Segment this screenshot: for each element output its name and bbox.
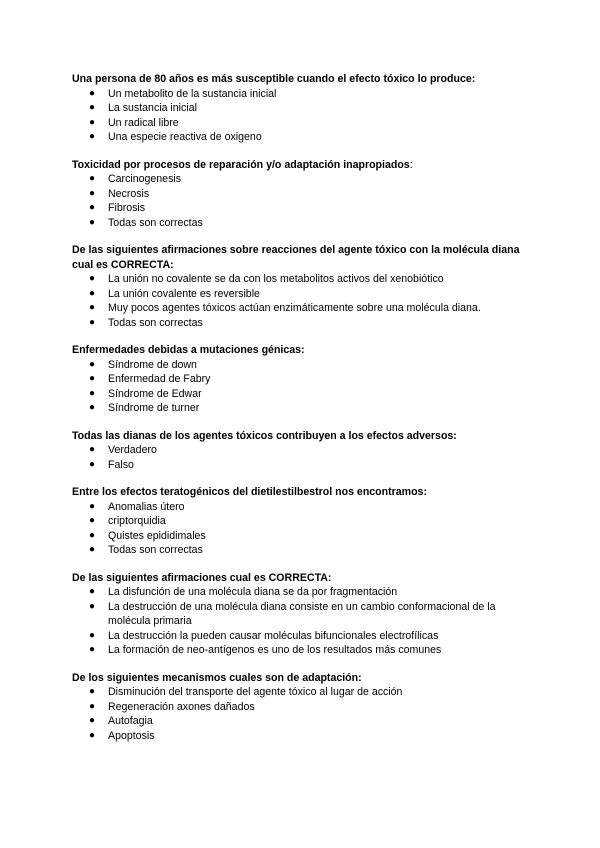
bullet-icon: ● <box>89 729 96 741</box>
option-list <box>72 685 532 743</box>
option-list <box>72 272 532 330</box>
list-item: ● Un metabolito de la sustancia inicial <box>89 87 277 100</box>
list-item: ● La destrucción la pueden causar moléculas bifuncionales electrofílicas <box>89 629 439 642</box>
list-item: ● Muy pocos agentes tóxicos actúan enzimáticamente sobre una molécula diana. <box>89 302 481 314</box>
bullet-icon: ● <box>89 629 96 641</box>
question-2 <box>72 158 532 231</box>
list-item: ● Necrosis <box>89 187 150 200</box>
question-title: Toxicidad por procesos de reparación y/o adaptación inapropiados: <box>72 158 413 171</box>
bullet-icon: ● <box>89 715 96 726</box>
question-title: Todas las dianas de los agentes tóxicos contribuyen a los efectos adversos: <box>72 429 457 442</box>
list-item: ● Anomalias útero <box>89 500 185 513</box>
bullet-icon: ● <box>89 458 96 470</box>
list-item: ● Regeneración axones dañados <box>89 700 255 713</box>
question-1 <box>72 72 532 145</box>
list-item: ● Fibrosis <box>89 202 146 214</box>
bullet-icon: ● <box>89 600 96 612</box>
option-list <box>72 172 532 230</box>
bullet-icon: ● <box>89 187 96 199</box>
bullet-icon: ● <box>89 287 96 299</box>
list-item: ● criptorquidia <box>89 515 166 527</box>
bullet-icon: ● <box>89 387 96 399</box>
bullet-icon: ● <box>89 102 96 113</box>
question-title: De las siguientes afirmaciones sobre reacciones del agente tóxico con la molécula diana cual es CORRECTA: <box>72 244 520 271</box>
question-title: Enfermedades debidas a mutaciones génicas: <box>72 344 305 356</box>
bullet-icon: ● <box>89 116 96 128</box>
bullet-icon: ● <box>89 173 96 184</box>
bullet-icon: ● <box>89 402 96 413</box>
question-6 <box>72 485 532 558</box>
list-item: ● Disminución del transporte del agente tóxico al lugar de acción <box>89 686 403 698</box>
option-list <box>72 500 532 558</box>
bullet-icon: ● <box>89 202 96 213</box>
question-title: Una persona de 80 años es más susceptible cuando el efecto tóxico lo produce: <box>72 73 476 85</box>
bullet-icon: ● <box>89 444 96 455</box>
bullet-icon: ● <box>89 544 96 555</box>
bullet-icon: ● <box>89 700 96 712</box>
bullet-icon: ● <box>89 644 96 655</box>
bullet-icon: ● <box>89 273 96 284</box>
list-item: ● La disfunción de una molécula diana se da por fragmentación <box>89 586 398 598</box>
list-item: ● Una especie reactiva de oxigeno <box>89 131 262 143</box>
bullet-icon: ● <box>89 500 96 512</box>
list-item: ● Apoptosis <box>89 729 155 742</box>
list-item: ● Quistes epididimales <box>89 529 206 542</box>
bullet-icon: ● <box>89 515 96 526</box>
bullet-icon: ● <box>89 373 96 384</box>
list-item: ● Autofagia <box>89 715 153 727</box>
option-list <box>72 443 532 472</box>
list-item: ● Un radical libre <box>89 116 179 129</box>
bullet-icon: ● <box>89 316 96 328</box>
list-item: ● La destrucción de una molécula diana consiste en un cambio conformacional de la molécula primaria <box>89 600 496 627</box>
question-5 <box>72 429 532 473</box>
list-item: ● Todas son correctas <box>89 544 203 556</box>
option-list <box>72 358 532 416</box>
question-title: Entre los efectos teratogénicos del dietilestilbestrol nos encontramos: <box>72 486 427 498</box>
bullet-icon: ● <box>89 358 96 370</box>
question-title: De los siguientes mecanismos cuales son de adaptación: <box>72 671 362 684</box>
list-item: ● Carcinogenesis <box>89 173 182 185</box>
question-8 <box>72 671 532 744</box>
list-item: ● La unión no covalente se da con los metabolitos activos del xenobiótico <box>89 273 444 285</box>
list-item: ● Falso <box>89 458 134 471</box>
question-3 <box>72 243 532 330</box>
bullet-icon: ● <box>89 586 96 597</box>
list-item: ● Todas son correctas <box>89 216 203 229</box>
list-item: ● Síndrome de Edwar <box>89 387 202 400</box>
list-item: ● La unión covalente es reversible <box>89 287 260 300</box>
question-4 <box>72 343 532 416</box>
option-list <box>72 585 532 658</box>
bullet-icon: ● <box>89 216 96 228</box>
list-item: ● Verdadero <box>89 444 157 456</box>
list-item: ● La sustancia inicial <box>89 102 197 114</box>
list-item: ● La formación de neo-antígenos es uno de los resultados más comunes <box>89 644 442 656</box>
bullet-icon: ● <box>89 302 96 313</box>
bullet-icon: ● <box>89 131 96 142</box>
bullet-icon: ● <box>89 87 96 99</box>
question-7 <box>72 571 532 658</box>
list-item: ● Enfermedad de Fabry <box>89 373 211 385</box>
bullet-icon: ● <box>89 529 96 541</box>
list-item: ● Todas son correctas <box>89 316 203 329</box>
question-title: De las siguientes afirmaciones cual es CORRECTA: <box>72 571 332 584</box>
bullet-icon: ● <box>89 686 96 697</box>
list-item: ● Síndrome de down <box>89 358 197 371</box>
option-list <box>72 87 532 145</box>
document-page <box>72 72 532 756</box>
list-item: ● Síndrome de turner <box>89 402 200 414</box>
